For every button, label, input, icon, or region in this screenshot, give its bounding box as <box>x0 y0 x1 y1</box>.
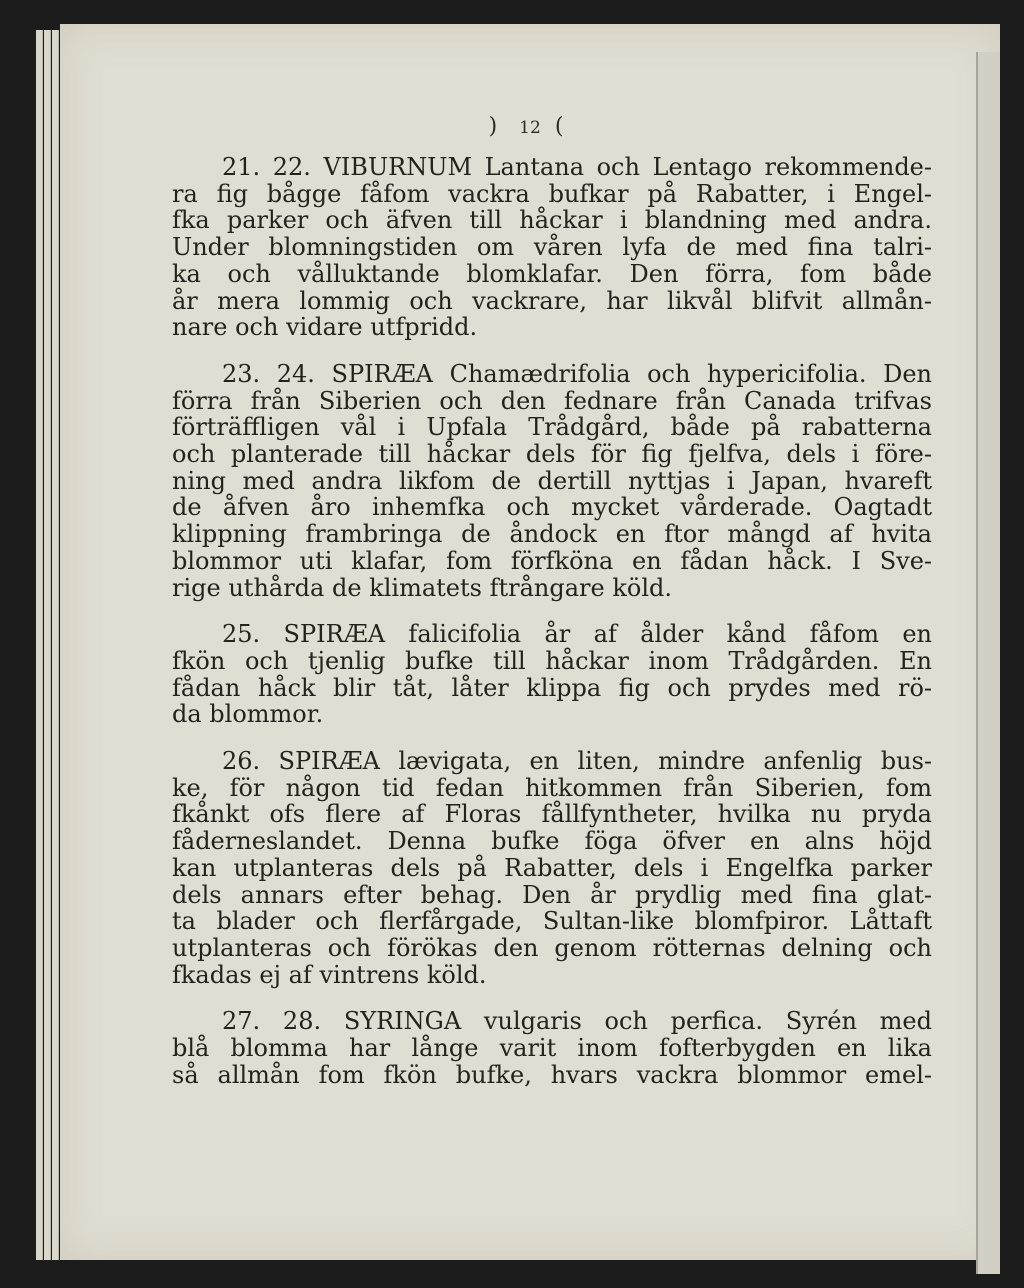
page-body <box>172 154 932 1109</box>
page-header <box>60 114 1000 139</box>
paragraph-spiraea-chamaedrifolia <box>172 361 932 601</box>
header-right-mark: ( <box>554 114 572 139</box>
text-line: ra fig bågge fåfom vackra bufkar på Rabatter, i Engel- <box>172 179 932 208</box>
text-line: Under blomningstiden om våren lyfa de med fina talri- <box>172 233 932 262</box>
text-line: 21. 22. VIBURNUM Lantana och Lentago rekommende- <box>222 153 932 181</box>
text-line: blommor uti klafar, fom förfköna en fådan håck. I Sve- <box>172 546 932 575</box>
text-line: utplanteras och förökas den genom rötternas delning och <box>172 933 932 962</box>
text-line: fådan håck blir tåt, låter klippa fig och prydes med rö- <box>172 673 932 702</box>
text-line: nare och vidare utfpridd. <box>172 313 478 342</box>
text-line: förra från Siberien och den fednare från Canada trifvas <box>172 386 932 415</box>
text-line: år mera lommig och vackrare, har likvål blifvit allmån- <box>172 286 932 315</box>
text-line: fkön och tjenlig bufke till håckar inom Trådgården. En <box>172 646 932 675</box>
text-line: 25. SPIRÆA falicifolia år af ålder kånd fåfom en <box>222 620 932 649</box>
text-line: ning med andra likfom de dertill nyttjas i Japan, hvareft <box>172 466 932 495</box>
text-line: så allmån fom fkön bufke, hvars vackra blommor emel- <box>172 1060 932 1089</box>
header-left-mark: ) <box>488 114 506 139</box>
text-line: rige uthårda de klimatets ftrångare köld. <box>172 573 672 602</box>
paragraph-spiraea-salicifolia <box>172 621 932 728</box>
text-line: förträffligen vål i Upfala Trådgård, både på rabatterna <box>172 413 932 442</box>
paragraph-syringa <box>172 1008 932 1088</box>
text-line: 23. 24. SPIRÆA Chamædrifolia och hypericifolia. Den <box>222 359 932 388</box>
text-line: 27. 28. SYRINGA vulgaris och perfica. Syrén med <box>222 1007 932 1036</box>
page-number: 12 <box>519 118 541 138</box>
text-line: fåderneslandet. Denna bufke föga öfver en alns höjd <box>172 827 932 856</box>
paragraph-spiraea-laevigata <box>172 748 932 988</box>
text-line: och planterade till håckar dels för fig fjelfva, dels i före- <box>172 440 932 469</box>
page-stack-edge <box>36 30 43 1260</box>
text-line: fka parker och äfven till håckar i blandning med andra. <box>172 206 932 235</box>
text-line: ka och vålluktande blomklafar. Den förra, fom både <box>172 259 932 288</box>
page-stack-edge <box>52 30 59 1260</box>
paragraph-viburnum <box>172 154 932 341</box>
text-line: 26. SPIRÆA lævigata, en liten, mindre anfenlig bus- <box>222 747 932 776</box>
text-line: fkånkt ofs flere af Floras fållfyntheter, hvilka nu pryda <box>172 800 932 829</box>
text-line: da blommor. <box>172 700 324 729</box>
text-line: de åfven åro inhemfka och mycket vårderade. Oagtadt <box>172 493 932 522</box>
text-line: klippning frambringa de åndock en ftor mångd af hvita <box>172 520 932 549</box>
next-page-edge <box>976 52 1000 1274</box>
text-line: ke, för någon tid fedan hitkommen från Siberien, fom <box>172 773 932 802</box>
text-line: fkadas ej af vintrens köld. <box>172 960 487 989</box>
page-stack-edge <box>44 30 51 1260</box>
text-line: kan utplanteras dels på Rabatter, dels i Engelfka parker <box>172 853 932 882</box>
text-line: dels annars efter behag. Den år prydlig med fina glat- <box>172 880 932 909</box>
text-line: ta blader och flerfårgade, Sultan-like blomfpiror. Låttaft <box>172 907 932 936</box>
text-line: blå blomma har långe varit inom fofterbygden en lika <box>172 1034 932 1063</box>
